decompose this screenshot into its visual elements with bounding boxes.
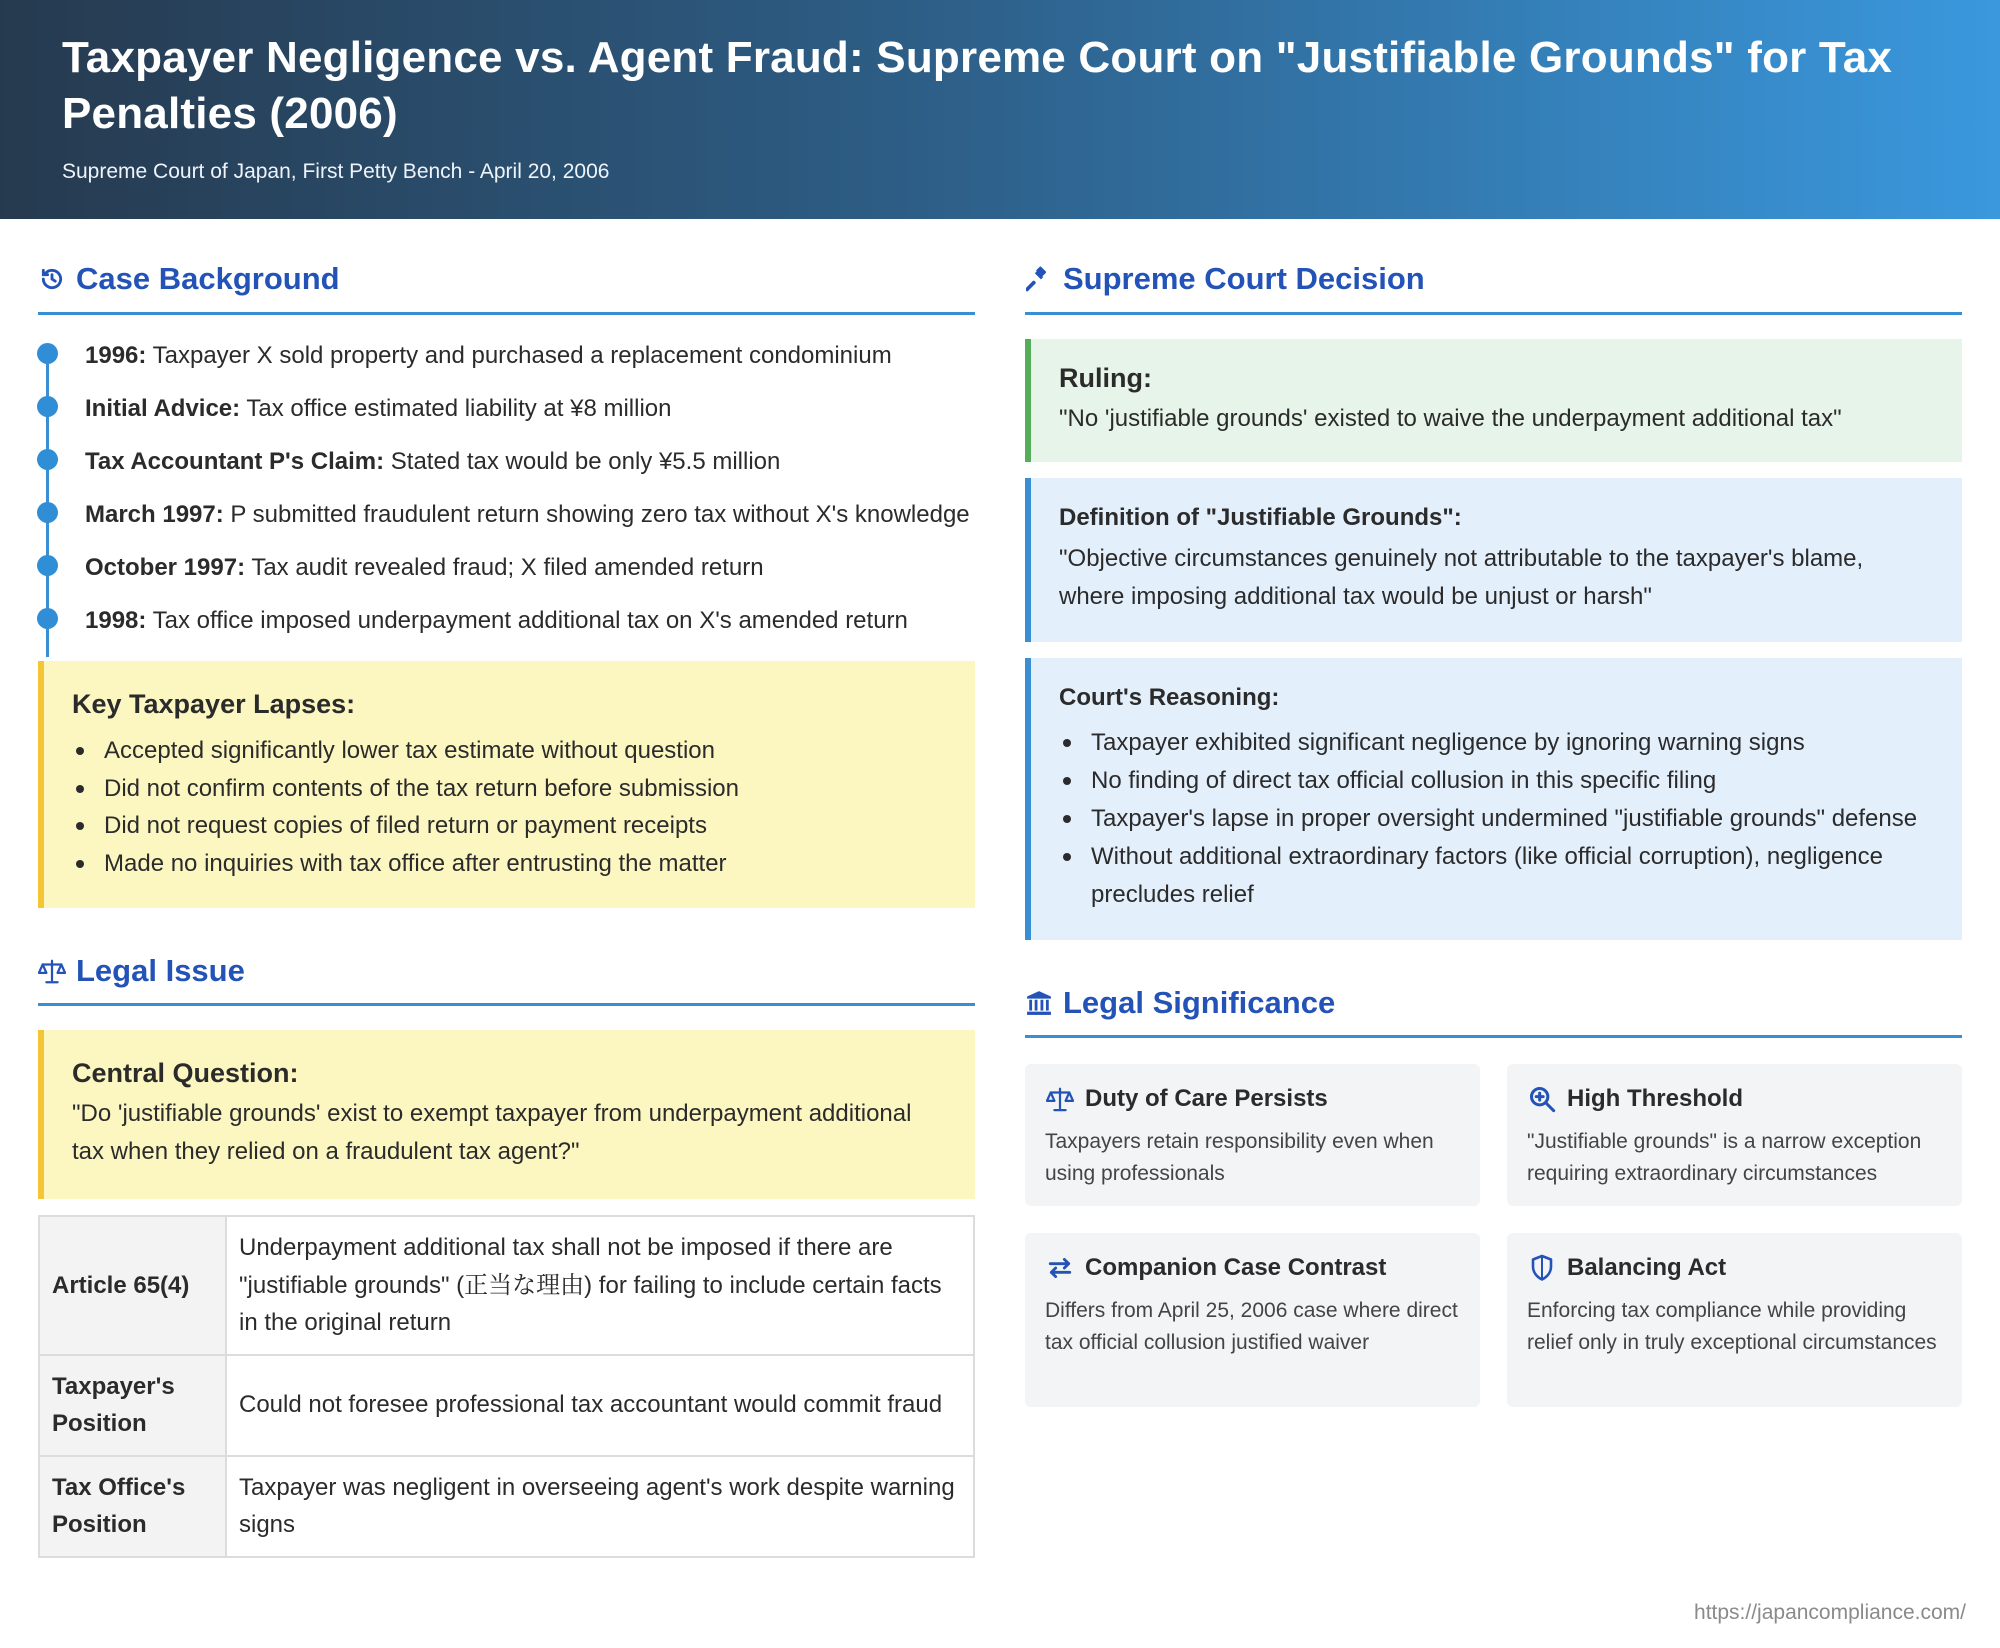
table-row <box>39 1355 974 1456</box>
legal-positions-table <box>38 1215 975 1558</box>
card-text: Taxpayers retain responsibility even when using professionals <box>1045 1130 1434 1185</box>
page-title: Taxpayer Negligence vs. Agent Fraud: Supreme Court on "Justifiable Grounds" for Tax Penalties (2006) <box>62 33 1893 138</box>
page-subtitle: Supreme Court of Japan, First Petty Bench - April 20, 2006 <box>62 160 610 183</box>
reasoning-box <box>1025 658 1962 940</box>
timeline-item: 1996: Taxpayer X sold property and purchased a replacement condominium <box>85 337 975 374</box>
reasoning-list <box>1059 724 1934 914</box>
gavel-icon <box>1025 265 1053 293</box>
ruling-box <box>1025 339 1962 462</box>
list-item: Taxpayer's lapse in proper oversight undermined "justifiable grounds" defense <box>1059 800 1934 838</box>
significance-card <box>1025 1064 1480 1206</box>
table-value: Underpayment additional tax shall not be imposed if there are "justifiable grounds" (正当な理由) for failing to include certain facts in the original return <box>226 1216 974 1355</box>
significance-card <box>1507 1233 1962 1407</box>
significance-card <box>1507 1064 1962 1206</box>
definition-text: "Objective circumstances genuinely not attributable to the taxpayer's blame, where imposing additional tax would be unjust or harsh" <box>1059 545 1864 610</box>
timeline-item: Initial Advice: Tax office estimated liability at ¥8 million <box>85 390 975 427</box>
list-item: Accepted significantly lower tax estimate without question <box>72 732 947 770</box>
list-item: Did not confirm contents of the tax return before submission <box>72 770 947 808</box>
legal-significance-heading: Legal Significance <box>1025 940 1962 1038</box>
table-row <box>39 1456 974 1557</box>
central-question-box <box>38 1030 975 1199</box>
key-lapses-list <box>72 732 947 882</box>
case-timeline <box>38 337 975 639</box>
card-text: "Justifiable grounds" is a narrow exception requiring extraordinary circumstances <box>1527 1130 1922 1185</box>
list-item: Made no inquiries with tax office after entrusting the matter <box>72 845 947 883</box>
timeline-dot <box>37 449 58 470</box>
key-lapses-box <box>38 661 975 908</box>
left-column <box>38 219 975 1558</box>
card-text: Differs from April 25, 2006 case where direct tax official collusion justified waiver <box>1045 1299 1458 1354</box>
magnifier-plus-icon <box>1527 1084 1557 1114</box>
card-title: Duty of Care Persists <box>1085 1085 1328 1112</box>
card-title: Balancing Act <box>1567 1254 1727 1281</box>
significance-card <box>1025 1233 1480 1407</box>
central-question-title: Central Question: <box>72 1058 299 1088</box>
table-key: Taxpayer's Position <box>39 1355 226 1456</box>
courthouse-icon <box>1025 989 1053 1017</box>
timeline-dot <box>37 396 58 417</box>
card-text: Enforcing tax compliance while providing relief only in truly exceptional circumstances <box>1527 1299 1937 1354</box>
table-key: Article 65(4) <box>39 1216 226 1355</box>
timeline-dot <box>37 502 58 523</box>
timeline-dot <box>37 343 58 364</box>
card-title: Companion Case Contrast <box>1085 1254 1387 1281</box>
timeline-item: Tax Accountant P's Claim: Stated tax would be only ¥5.5 million <box>85 443 975 480</box>
list-item: Did not request copies of filed return or payment receipts <box>72 807 947 845</box>
definition-box <box>1025 478 1962 642</box>
page-header <box>0 0 2000 219</box>
timeline-dot <box>37 555 58 576</box>
right-column <box>1025 219 1962 1407</box>
case-background-heading: Case Background <box>38 219 975 315</box>
exchange-arrows-icon <box>1045 1253 1075 1283</box>
ruling-text: "No 'justifiable grounds' existed to waive the underpayment additional tax" <box>1059 405 1842 432</box>
central-question-text: "Do 'justifiable grounds' exist to exempt taxpayer from underpayment additional tax when they relied on a fraudulent tax agent?" <box>72 1100 912 1165</box>
timeline-dot <box>37 608 58 629</box>
timeline-item: March 1997: P submitted fraudulent return showing zero tax without X's knowledge <box>85 496 975 533</box>
ruling-title: Ruling: <box>1059 363 1152 393</box>
table-value: Taxpayer was negligent in overseeing agent's work despite warning signs <box>226 1456 974 1557</box>
table-value: Could not foresee professional tax accountant would commit fraud <box>226 1355 974 1456</box>
table-row <box>39 1216 974 1355</box>
timeline-item: October 1997: Tax audit revealed fraud; X filed amended return <box>85 549 975 586</box>
definition-title: Definition of "Justifiable Grounds": <box>1059 504 1462 531</box>
timeline-item: 1998: Tax office imposed underpayment additional tax on X's amended return <box>85 602 975 639</box>
list-item: Without additional extraordinary factors (like official corruption), negligence precludes relief <box>1059 838 1934 914</box>
scales-icon <box>38 957 66 985</box>
legal-issue-heading: Legal Issue <box>38 908 975 1006</box>
list-item: No finding of direct tax official collusion in this specific filing <box>1059 762 1934 800</box>
significance-cards <box>1025 1064 1962 1407</box>
footer-url[interactable]: https://japancompliance.com/ <box>1694 1601 1966 1624</box>
scales-icon <box>1045 1084 1075 1114</box>
card-title: High Threshold <box>1567 1085 1743 1112</box>
history-icon <box>38 265 66 293</box>
supreme-court-decision-heading: Supreme Court Decision <box>1025 219 1962 315</box>
table-key: Tax Office's Position <box>39 1456 226 1557</box>
key-lapses-title: Key Taxpayer Lapses: <box>72 689 356 719</box>
list-item: Taxpayer exhibited significant negligence by ignoring warning signs <box>1059 724 1934 762</box>
shield-icon <box>1527 1253 1557 1283</box>
reasoning-title: Court's Reasoning: <box>1059 684 1280 711</box>
